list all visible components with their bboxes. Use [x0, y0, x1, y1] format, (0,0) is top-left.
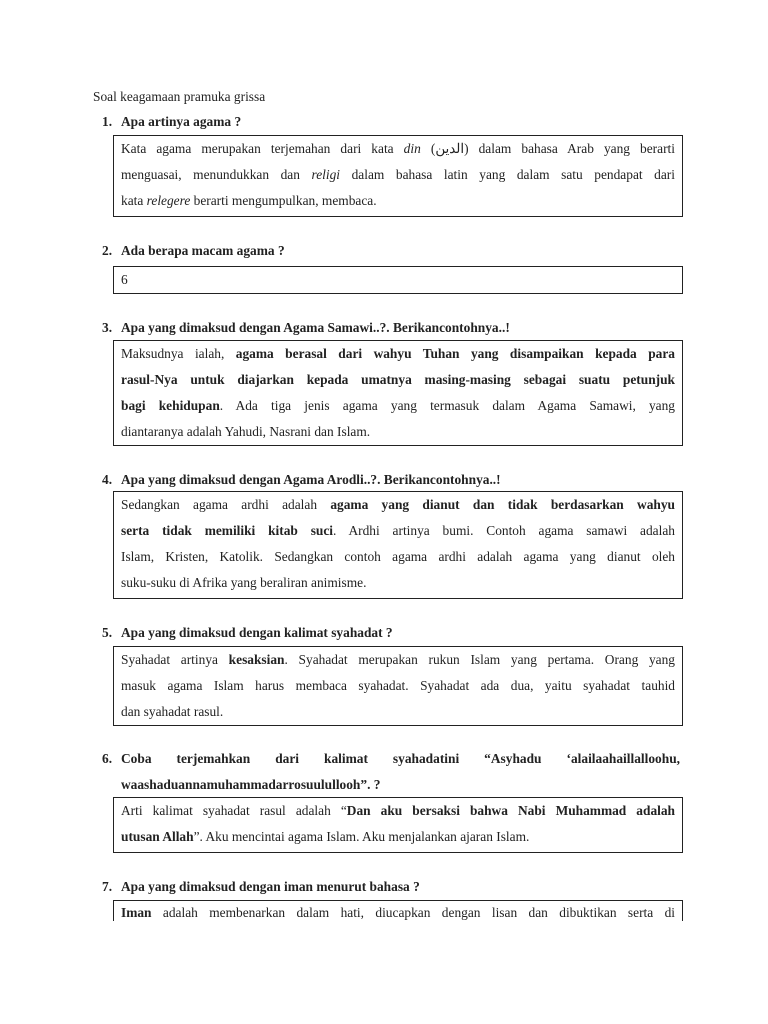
answer-line — [121, 699, 675, 725]
answer-bold-text: agama berasal dari wahyu Tuhan yang disampaikan kepada para — [235, 346, 675, 361]
answer-text: Islam, Kristen, Katolik. Sedangkan contoh agama ardhi adalah agama yang dianut oleh — [121, 549, 675, 564]
answer-text: Arti kalimat syahadat rasul adalah “ — [121, 803, 347, 818]
question-text-line: waashaduannamuhammadarrosuulullooh”. ? — [121, 777, 381, 792]
answer-box-5 — [113, 646, 683, 726]
answer-text: kata — [121, 193, 147, 208]
question-text-line: Coba terjemahkan dari kalimat syahadatini “Asyhadu ‘alailaahaillalloohu, — [121, 751, 680, 766]
answer-text: Sedangkan agama ardhi adalah — [121, 497, 331, 512]
answer-line — [121, 824, 675, 850]
answer-line — [121, 188, 675, 214]
answer-text: berarti mengumpulkan, membaca. — [190, 193, 377, 208]
answer-bold-text: serta tidak memiliki kitab suci — [121, 523, 334, 538]
question-1 — [102, 109, 680, 135]
answer-box-2 — [113, 266, 683, 294]
answer-bold-text: Iman — [121, 905, 152, 920]
answer-line — [121, 162, 675, 188]
answer-text: Maksudnya ialah, — [121, 346, 236, 361]
answer-line — [121, 393, 675, 419]
question-text: Apa yang dimaksud dengan Agama Samawi..?. Berikancontohnya..! — [121, 320, 510, 335]
question-number: 5. — [102, 625, 113, 640]
answer-line — [121, 901, 675, 921]
answer-text: (الدين) dalam bahasa Arab yang berarti — [420, 141, 675, 156]
question-number: 7. — [102, 879, 113, 894]
answer-line — [121, 673, 675, 699]
answer-line — [121, 367, 675, 393]
answer-bold-text: Dan aku bersaksi bahwa Nabi Muhammad adalah — [346, 803, 676, 818]
question-text: Apa yang dimaksud dengan Agama Arodli..?. Berikancontohnya..! — [121, 472, 501, 487]
answer-line — [121, 341, 675, 367]
question-text: Apa yang dimaksud dengan kalimat syahadat ? — [121, 625, 393, 640]
question-number: 1. — [102, 114, 113, 129]
answer-text: . Ada tiga jenis agama yang termasuk dalam Agama Samawi, yang — [219, 398, 676, 413]
answer-text: dalam bahasa latin yang dalam satu pendapat dari — [340, 167, 675, 182]
answer-box-3 — [113, 340, 683, 446]
question-number: 2. — [102, 243, 113, 258]
answer-text: Kata agama merupakan terjemahan dari kata — [121, 141, 404, 156]
answer-text: 6 — [121, 272, 128, 287]
question-number: 3. — [102, 320, 113, 335]
question-3 — [102, 315, 680, 341]
answer-line — [121, 518, 675, 544]
question-text: Apa artinya agama ? — [121, 114, 242, 129]
answer-text: ”. Aku mencintai agama Islam. Aku menjalankan ajaran Islam. — [193, 829, 530, 844]
answer-text: adalah membenarkan dalam hati, diucapkan dengan lisan dan dibuktikan serta di — [151, 905, 675, 920]
answer-italic-text: religi — [311, 167, 341, 182]
answer-line — [121, 136, 675, 162]
question-5 — [102, 620, 680, 646]
answer-box-1 — [113, 135, 683, 217]
question-2 — [102, 238, 680, 264]
answer-line — [121, 419, 675, 445]
answer-box-6 — [113, 797, 683, 853]
answer-line — [121, 544, 675, 570]
answer-text: . Syahadat merupakan rukun Islam yang pertama. Orang yang — [284, 652, 675, 667]
answer-text: masuk agama Islam harus membaca syahadat. Syahadat ada dua, yaitu syahadat tauhid — [121, 678, 675, 693]
answer-bold-text: kesaksian — [228, 652, 285, 667]
answer-box-7 — [113, 900, 683, 921]
answer-bold-text: bagi kehidupan — [121, 398, 220, 413]
question-text: Ada berapa macam agama ? — [121, 243, 285, 258]
answer-line — [121, 798, 675, 824]
question-7 — [102, 874, 680, 900]
question-6 — [102, 746, 680, 798]
answer-bold-text: agama yang dianut dan tidak berdasarkan wahyu — [330, 497, 675, 512]
answer-text: . Ardhi artinya bumi. Contoh agama samawi adalah — [333, 523, 675, 538]
answer-text: menguasai, menundukkan dan — [121, 167, 312, 182]
document-title: Soal keagamaan pramuka grissa — [93, 89, 266, 104]
question-number: 6. — [102, 751, 113, 766]
answer-italic-text: relegere — [146, 193, 191, 208]
answer-box-4 — [113, 491, 683, 599]
answer-text: Syahadat artinya — [121, 652, 229, 667]
question-4 — [102, 467, 680, 493]
answer-bold-text: rasul-Nya untuk diajarkan kepada umatnya masing-masing sebagai suatu petunjuk — [121, 372, 675, 387]
answer-text: suku-suku di Afrika yang beraliran animisme. — [121, 575, 367, 590]
answer-line — [121, 267, 675, 293]
question-number: 4. — [102, 472, 113, 487]
answer-italic-text: din — [403, 141, 421, 156]
answer-line — [121, 570, 675, 596]
answer-text: dan syahadat rasul. — [121, 704, 224, 719]
answer-line — [121, 647, 675, 673]
question-text: Apa yang dimaksud dengan iman menurut bahasa ? — [121, 879, 420, 894]
answer-bold-text: utusan Allah — [121, 829, 194, 844]
answer-line — [121, 492, 675, 518]
answer-text: diantaranya adalah Yahudi, Nasrani dan Islam. — [121, 424, 371, 439]
